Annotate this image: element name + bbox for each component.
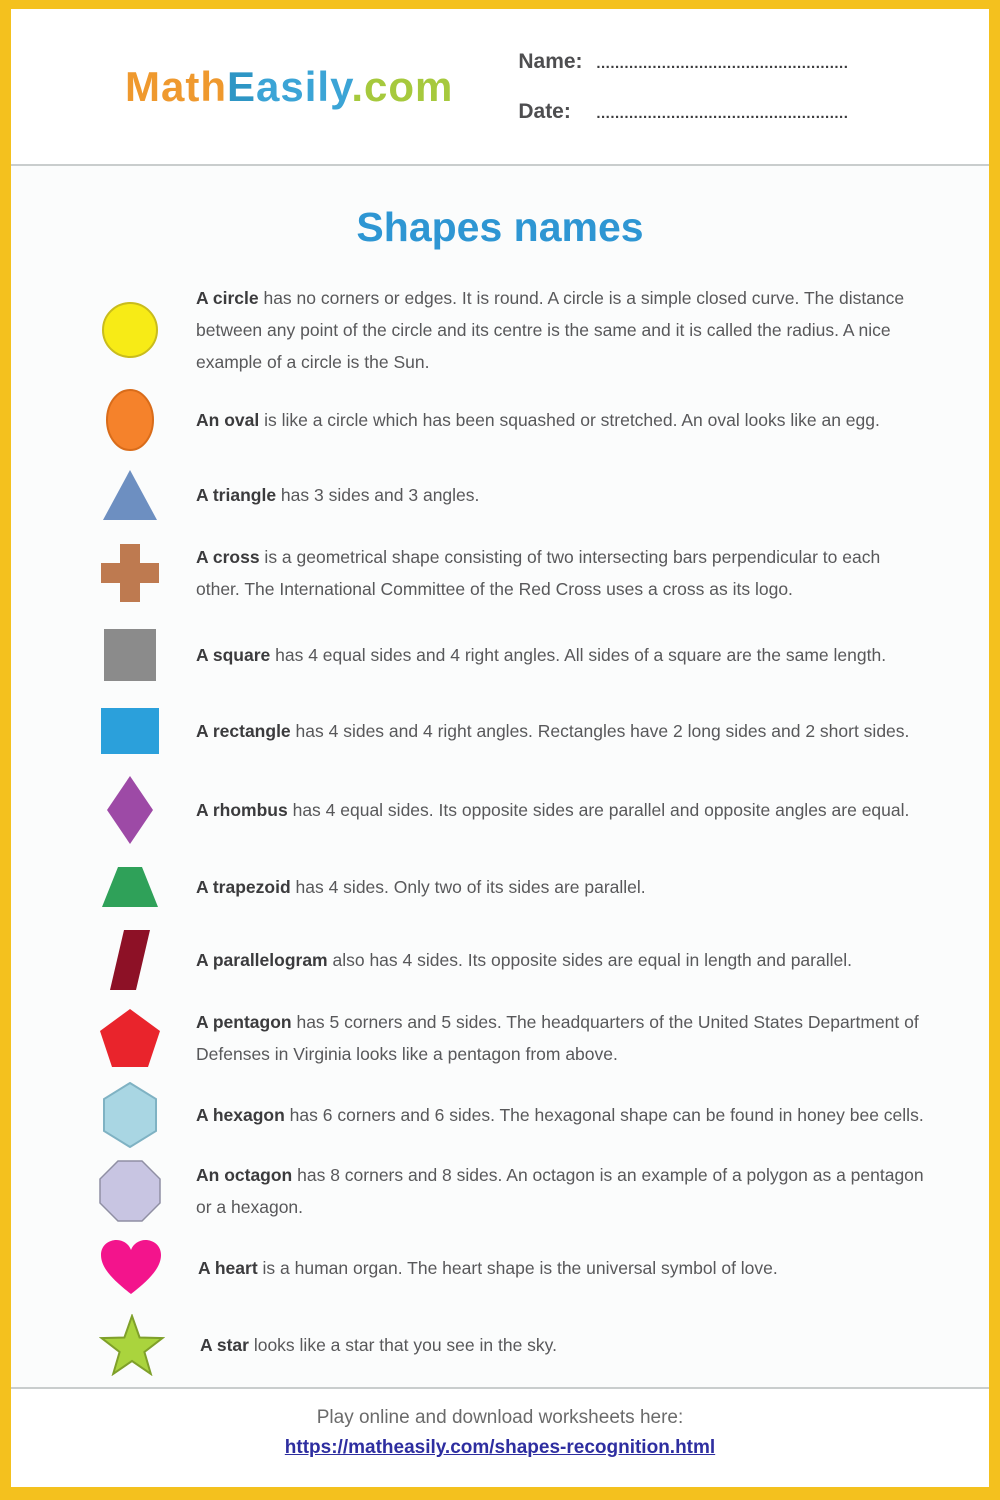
list-item-oval [99,381,927,459]
shape-description [196,715,927,747]
logo-com: .com [351,62,454,110]
shape-description [196,541,927,605]
shape-name: A hexagon [196,1105,285,1125]
cross-icon [99,542,161,604]
shape-name: A heart [198,1258,258,1278]
shape-text: has 5 corners and 5 sides. The headquarters of the United States Department of Defenses in Virginia looks like a pentagon from above. [196,1012,919,1064]
worksheets-link[interactable]: https://matheasily.com/shapes-recognition.html [284,1437,716,1458]
shape-description [198,1252,927,1284]
shape-name: A star [200,1335,249,1355]
shape-name: A cross [196,547,260,567]
name-fill-line: ...................................................... [596,54,849,72]
shape-text: also has 4 sides. Its opposite sides are equal in length and parallel. [327,950,852,970]
shape-text: has 3 sides and 3 angles. [276,485,480,505]
shape-description [196,639,927,671]
shape-text: has 6 corners and 6 sides. The hexagonal shape can be found in honey bee cells. [284,1105,924,1125]
shape-text: is a geometrical shape consisting of two intersecting bars perpendicular to each other. The International Committee of the Red Cross uses a cross as its logo. [196,547,881,599]
list-item-hexagon [99,1077,927,1153]
logo-easily [227,63,351,110]
shape-name: A rhombus [196,800,288,820]
name-date-fields [518,50,848,124]
list-item-triangle [99,459,927,531]
page-title: Shapes names [356,204,644,250]
list-item-star [99,1307,927,1383]
triangle-icon [99,468,161,522]
shape-text: is like a circle which has been squashed or stretched. An oval looks like an egg. [259,410,880,430]
name-label: Name: [518,49,583,73]
shape-text: looks like a star that you see in the sky. [248,1335,557,1355]
shape-name: A pentagon [196,1012,292,1032]
date-field-row [518,100,848,124]
shape-name: A square [196,645,271,665]
square-icon [99,628,161,682]
rhombus-icon [99,775,161,845]
list-item-circle [99,279,927,381]
shape-description [196,1006,927,1070]
shape-name: A parallelogram [196,950,328,970]
list-item-heart [99,1229,927,1307]
parallelogram-icon [99,929,161,991]
heart-icon [99,1238,163,1298]
rectangle-icon [99,707,161,755]
shape-text: has 8 corners and 8 sides. An octagon is an example of a polygon as a pentagon or a hexagon. [196,1165,924,1217]
date-fill-line: ...................................................... [596,104,849,122]
logo-easily-cap: E [227,62,257,110]
shape-name: A rectangle [196,721,291,741]
octagon-icon [99,1160,161,1222]
list-item-pentagon [99,999,927,1077]
shape-description [196,871,927,903]
pentagon-icon [99,1008,161,1068]
shape-description [196,794,927,826]
shape-description [196,1099,927,1131]
shape-text: has 4 sides. Only two of its sides are parallel. [290,877,646,897]
main-content [11,166,989,1387]
name-field-row [518,50,848,74]
list-item-cross [99,531,927,615]
list-item-trapezoid [99,853,927,921]
shape-description [196,479,927,511]
shape-text: has no corners or edges. It is round. A circle is a simple closed curve. The distance between any point of the circle and its centre is the same and it is called the radius. A nice example of a circle is the Sun. [196,288,905,372]
shape-text: has 4 sides and 4 right angles. Rectangles have 2 long sides and 2 short sides. [290,721,910,741]
page-footer [11,1387,989,1487]
shape-name: A triangle [196,485,277,505]
hexagon-icon [99,1082,161,1148]
star-icon [99,1314,165,1376]
matheasily-logo [125,63,453,111]
oval-icon [99,388,161,452]
footer-text: Play online and download worksheets here: [316,1407,684,1428]
list-item-rhombus [99,767,927,853]
shape-name: An oval [196,410,260,430]
circle-icon [99,301,161,359]
shape-name: A circle [196,288,259,308]
date-label: Date: [518,99,571,123]
shape-description [196,404,927,436]
shape-description [196,1159,927,1223]
shape-text: is a human organ. The heart shape is the universal symbol of love. [257,1258,778,1278]
list-item-square [99,615,927,695]
list-item-rectangle [99,695,927,767]
logo-easily-rest: asily [256,62,352,110]
shape-list [11,279,989,1383]
shape-description [196,944,927,976]
page-header [11,9,989,164]
shape-description [200,1329,927,1361]
list-item-octagon [99,1153,927,1229]
shape-text: has 4 equal sides. Its opposite sides are parallel and opposite angles are equal. [287,800,910,820]
trapezoid-icon [99,865,161,909]
logo-math: Math [125,62,227,110]
list-item-parallelogram [99,921,927,999]
shape-text: has 4 equal sides and 4 right angles. All sides of a square are the same length. [270,645,887,665]
shape-name: An octagon [196,1165,293,1185]
shape-name: A trapezoid [196,877,291,897]
shape-description [196,282,927,378]
